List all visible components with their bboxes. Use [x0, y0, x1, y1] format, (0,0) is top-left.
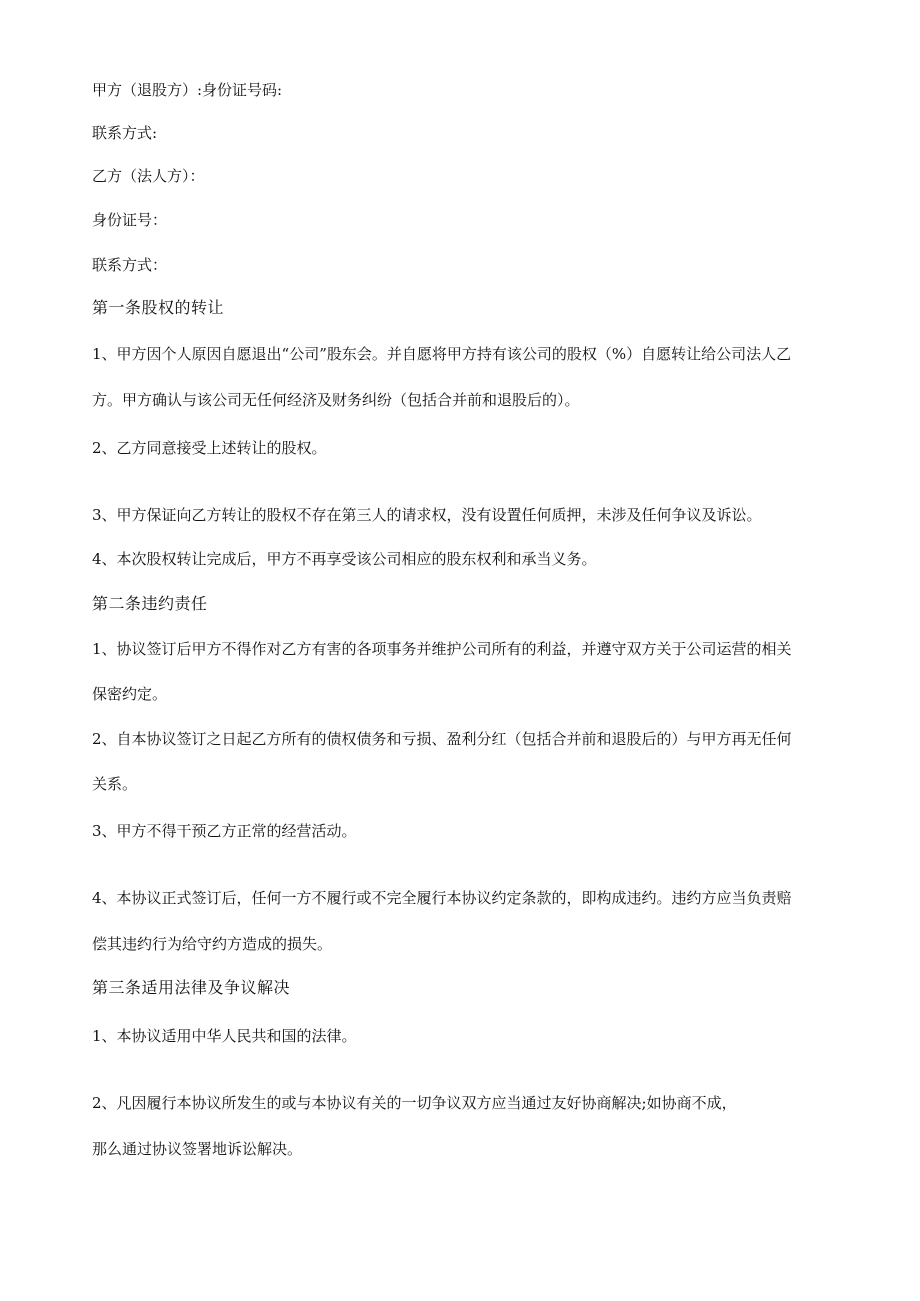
article-2-item-2-line-2: 关系。 — [92, 775, 138, 793]
party-a-line: 甲方（退股方）:身份证号码: — [92, 81, 283, 99]
contact-b-line: 联系方式： — [92, 256, 168, 274]
article-1-item-3: 3、甲方保证向乙方转让的股权不存在第三人的请求权，没有设置任何质押，未涉及任何争议及诉讼。 — [92, 506, 762, 524]
article-2-item-4-line-1: 4、本协议正式签订后，任何一方不履行或不完全履行本协议约定条款的，即构成违约。违约方应当负责赔 — [92, 889, 792, 907]
contact-a-line: 联系方式: — [92, 124, 158, 142]
article-2-item-1-line-2: 保密约定。 — [92, 685, 168, 703]
article-1-title: 第一条股权的转让 — [92, 298, 225, 317]
article-2-item-1-line-1: 1、协议签订后甲方不得作对乙方有害的各项事务并维护公司所有的利益，并遵守双方关于公司运营的相关 — [92, 640, 792, 658]
id-b-line: 身份证号： — [92, 211, 168, 229]
article-3-item-1: 1、本协议适用中华人民共和国的法律。 — [92, 1027, 357, 1045]
article-3-title: 第三条适用法律及争议解决 — [92, 978, 291, 997]
article-2-item-4-line-2: 偿其违约行为给守约方造成的损失。 — [92, 935, 333, 953]
article-1-item-1-line-2: 方。甲方确认与该公司无任何经济及财务纠纷（包括合并前和退股后的）。 — [92, 391, 580, 409]
article-2-title: 第二条违约责任 — [92, 594, 208, 613]
article-1-item-4: 4、本次股权转让完成后，甲方不再享受该公司相应的股东权利和承当义务。 — [92, 550, 597, 568]
article-2-item-3: 3、甲方不得干预乙方正常的经营活动。 — [92, 822, 357, 840]
article-2-item-2-line-1: 2、自本协议签订之日起乙方所有的债权债务和亏损、盈利分红（包括合并前和退股后的）与甲方再无任何 — [92, 730, 792, 748]
party-b-line: 乙方（法人方）： — [92, 167, 205, 185]
article-3-item-2-line-1: 2、凡因履行本协议所发生的或与本协议有关的一切争议双方应当通过友好协商解决;如协商不成， — [92, 1094, 737, 1112]
article-1-item-1-line-1: 1、甲方因个人原因自愿退出“公司”股东会。并自愿将甲方持有该公司的股权（%）自愿转让给公司法人乙 — [92, 345, 792, 363]
article-3-item-2-line-2: 那么通过协议签署地诉讼解决。 — [92, 1140, 303, 1158]
article-1-item-2: 2、乙方同意接受上述转让的股权。 — [92, 439, 327, 457]
